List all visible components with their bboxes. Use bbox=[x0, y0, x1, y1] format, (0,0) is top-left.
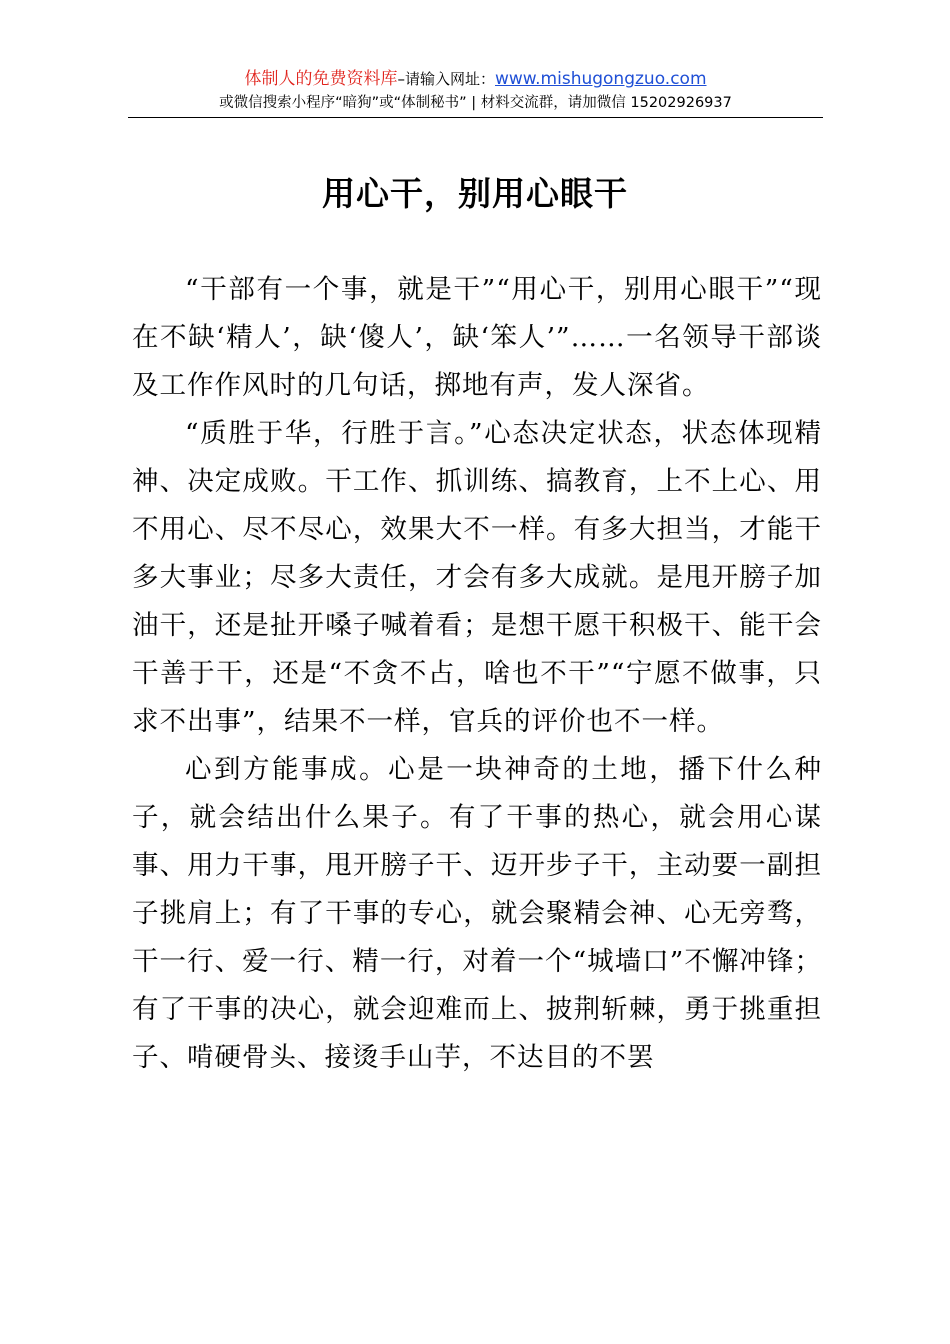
header-brand: 体制人的免费资料库 bbox=[244, 69, 398, 89]
document-title: 用心干，别用心眼干 bbox=[322, 174, 628, 213]
paragraph-1: “干部有一个事，就是干”“用心干，别用心眼干”“现在不缺‘精人’，缺‘傻人’，缺‘笨人’”……一名领导干部谈及工作作风时的几句话，掷地有声，发人深省。 bbox=[132, 274, 822, 401]
paragraph-2: “质胜于华，行胜于言。”心态决定状态，状态体现精神、决定成败。干工作、抓训练、搞教育，上不上心、用不用心、尽不尽心，效果大不一样。有多大担当，才能干多大事业；尽多大责任，才会有多大成就。是甩开膀子加油干，还是扯开嗓子喊着看；是想干愿干积极干、能干会干善于干，还是“不贪不占，啥也不干”“宁愿不做事，只求不出事”，结果不一样，官兵的评价也不一样。 bbox=[132, 418, 822, 737]
header-prompt: –请输入网址： bbox=[397, 70, 495, 88]
page-header bbox=[128, 66, 823, 118]
paragraph-3: 心到方能事成。心是一块神奇的土地，播下什么种子，就会结出什么果子。有了干事的热心，就会用心谋事、用力干事，甩开膀子干、迈开步子干，主动要一副担子挑肩上；有了干事的专心，就会聚精会神、心无旁骛，干一行、爱一行、精一行，对着一个“城墙口”不懈冲锋；有了干事的决心，就会迎难而上、披荆斩棘，勇于挑重担子、啃硬骨头、接烫手山芋，不达目的不罢 bbox=[132, 754, 822, 1073]
header-line-2: 或微信搜索小程序“暗狗”或“体制秘书” | 材料交流群，请加微信 15202926937 bbox=[219, 95, 732, 111]
header-line-1 bbox=[128, 66, 823, 92]
header-url-link[interactable]: www.mishugongzuo.com bbox=[495, 69, 707, 89]
document-body bbox=[132, 266, 822, 1082]
